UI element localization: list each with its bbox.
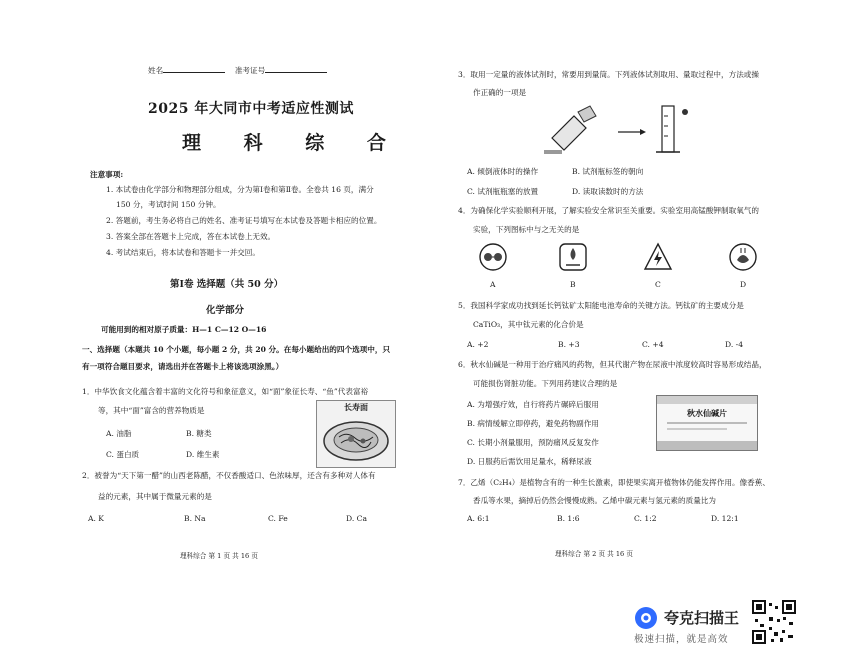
q5-option-b: B. +3 [558, 340, 580, 349]
q4-label-a: A [490, 280, 496, 289]
mc-intro-2: 有一项符合题目要求，请选出并在答题卡上将该选项涂黑。） [82, 362, 284, 371]
q1-line2: 等，其中“面”富含的营养物质是 [98, 406, 205, 415]
drug-box-image [656, 395, 758, 451]
q7-option-d: D. 12:1 [711, 514, 739, 523]
q5-option-d: D. -4 [725, 340, 744, 349]
page-footer: 理科综合 第 1 页 共 16 页 [180, 552, 258, 560]
q4-line2: 实验，下列图标中与之无关的是 [473, 225, 580, 234]
right-page [430, 0, 860, 654]
pouring-illustration-icon [542, 98, 692, 158]
q2-option-c: C. Fe [268, 514, 288, 523]
q1-option-c: C. 蛋白质 [106, 450, 140, 459]
watermark-slogan: 极速扫描，就是高效 [634, 634, 729, 645]
goggles-icon [478, 242, 508, 272]
notice-1: 1. 本试卷由化学部分和物理部分组成，分为第Ⅰ卷和第Ⅱ卷。全卷共 16 页，满分 [106, 185, 374, 194]
q7-option-a: A. 6:1 [467, 514, 490, 523]
atomic-masses: 可能用到的相对原子质量：H—1 C—12 O—16 [101, 325, 267, 334]
q6-option-d: D. 日服药后需饮用足量水，稀释尿液 [467, 457, 592, 466]
q7-line2: 香瓜等水果，摘掉后仍然会慢慢成熟。乙烯中碳元素与氢元素的质量比为 [473, 496, 716, 505]
q1-option-d: D. 维生素 [186, 450, 220, 459]
q5-line1: 5．我国科学家成功找到延长钙钛矿太阳能电池寿命的关键方法。钙钛矿的主要成分是 [458, 301, 744, 310]
q2-line2: 益的元素，其中属于微量元素的是 [98, 492, 212, 501]
q3-option-b: B. 试剂瓶标签的朝向 [572, 167, 644, 176]
electric-hazard-icon [643, 242, 673, 272]
q5-option-a: A. +2 [467, 340, 489, 349]
heating-icon [558, 242, 588, 272]
q6-option-c: C. 长期小剂量服用，预防痛风反复发作 [467, 438, 599, 447]
quark-logo-icon [634, 606, 658, 630]
notice-heading: 注意事项: [90, 170, 124, 179]
q4-label-c: C [655, 280, 661, 289]
part-title: 化学部分 [206, 305, 245, 316]
q6-line1: 6．秋水仙碱是一种用于治疗痛风的药物，但其代谢产物在尿液中浓度较高时容易形成结晶， [458, 360, 767, 369]
q3-option-c: C. 试剂瓶瓶塞的放置 [467, 187, 539, 196]
section-title: 第Ⅰ卷 选择题（共 50 分） [170, 279, 284, 290]
name-field [148, 64, 327, 75]
q3-option-d: D. 读取读数时的方法 [572, 187, 644, 196]
exam-title: 2025 年大同市中考适应性测试 [148, 101, 354, 117]
q6-option-a: A. 为增强疗效，自行将药片碾碎后服用 [467, 400, 599, 409]
q4-label-b: B [570, 280, 576, 289]
q6-option-b: B. 病情缓解立即停药，避免药物副作用 [467, 419, 599, 428]
noodle-bowl-icon [317, 401, 395, 467]
drug-label: 秋水仙碱片 [687, 408, 727, 418]
noodle-image [316, 400, 396, 468]
q4-label-d: D [740, 280, 747, 289]
q2-option-b: B. Na [184, 514, 206, 523]
subject-title: 理 科 综 合 [182, 132, 404, 154]
q3-option-a: A. 倾倒液体时的操作 [467, 167, 539, 176]
id-label: 准考证号 [234, 66, 266, 75]
q5-option-c: C. +4 [642, 340, 664, 349]
watermark-brand: 夸克扫描王 [664, 609, 740, 627]
notice-2: 2. 答题前，考生务必将自己的姓名、准考证号填写在本试卷及答题卡相应的位置。 [106, 216, 382, 225]
q5-line2: CaTiO₃，其中钛元素的化合价是 [473, 320, 584, 329]
mc-intro-1: 一、选择题（本题共 10 个小题，每小题 2 分，共 20 分。在每小题给出的四个选项中，只 [82, 345, 391, 354]
q2-line1: 2．被誉为“天下第一醋”的山西老陈醋，不仅香酸适口、色浓味厚，还含有多种对人体有 [82, 471, 376, 480]
q3-line1: 3．取用一定量的液体试剂时，常要用到量筒。下列液体试剂取用、量取过程中，方法或操 [458, 70, 759, 79]
q7-option-b: B. 1:6 [557, 514, 580, 523]
q2-option-d: D. Ca [346, 514, 367, 523]
q1-option-a: A. 油脂 [106, 429, 132, 438]
q7-option-c: C. 1:2 [634, 514, 657, 523]
q1-option-b: B. 糖类 [186, 429, 212, 438]
q3-line2: 作正确的一项是 [473, 88, 527, 97]
name-label: 姓名 [148, 66, 164, 75]
q6-line2: 可能损伤肾脏功能。下列用药建议合理的是 [473, 379, 618, 388]
wash-hands-icon [728, 242, 758, 272]
q4-line1: 4．为确保化学实验顺利开展，了解实验安全常识至关重要。实验室用高锰酸钾制取氧气的 [458, 206, 759, 215]
notice-4: 4. 考试结束后，将本试卷和答题卡一并交回。 [106, 248, 260, 257]
noodle-label: 长寿面 [344, 402, 368, 412]
page-footer: 理科综合 第 2 页 共 16 页 [555, 550, 633, 558]
qr-code-icon [752, 600, 796, 644]
q2-option-a: A. K [88, 514, 104, 523]
notice-1b: 150 分，考试时间 150 分钟。 [116, 200, 221, 209]
q7-line1: 7．乙烯（C₂H₄）是植物含有的一种生长激素，即使果实离开植物体仍能发挥作用。像香蕉、 [458, 478, 770, 487]
q1-line1: 1．中华饮食文化蕴含着丰富的文化符号和象征意义，如“面”象征长寿、“鱼”代表富裕 [82, 387, 369, 396]
notice-3: 3. 答案全部在答题卡上完成，答在本试卷上无效。 [106, 232, 276, 241]
